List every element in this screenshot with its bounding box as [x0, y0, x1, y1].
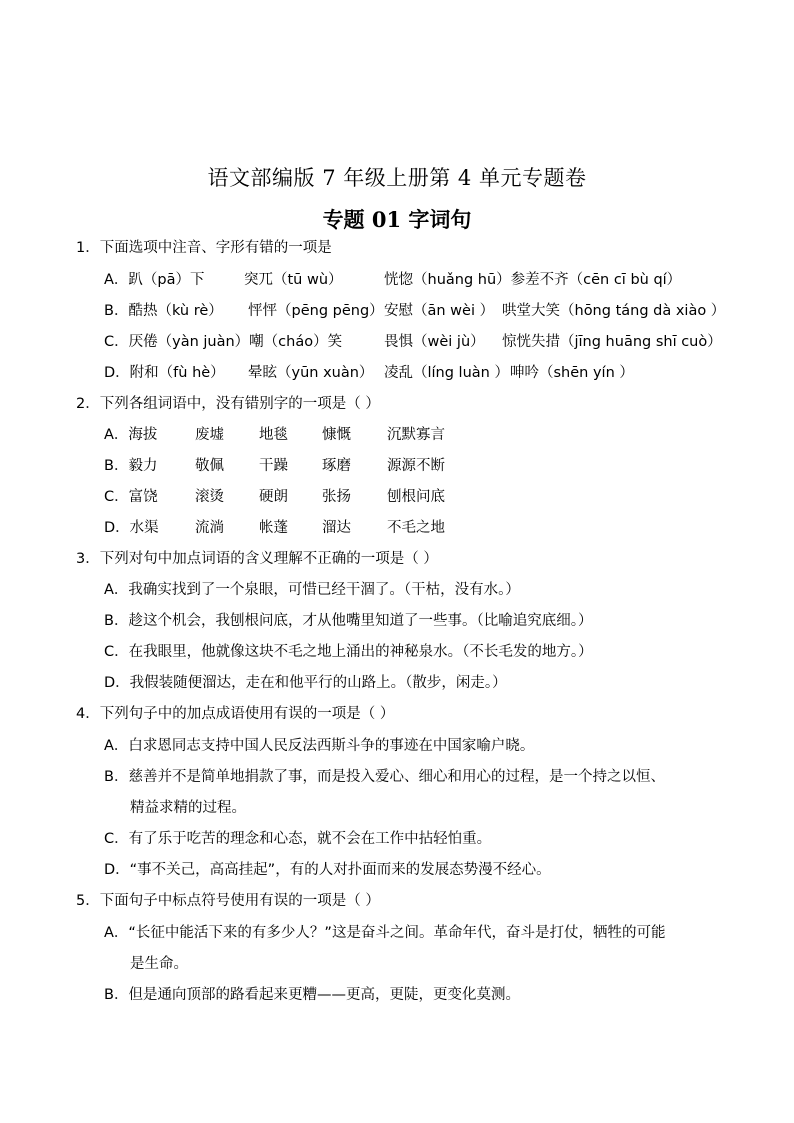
- q2-option-d-1: D．水渠: [104, 520, 159, 536]
- q4-option-b-line2: 精益求精的过程。: [130, 800, 246, 816]
- q1-option-b-3: 安慰（ān wèi ）: [384, 303, 495, 319]
- q1-option-b-2: 怦怦（pēng pēng）: [248, 303, 384, 319]
- q2-option-b-3: 干躁: [259, 458, 288, 474]
- q2-option-d-4: 溜达: [322, 520, 351, 536]
- q2-option-c-4: 张扬: [322, 489, 351, 505]
- q5-option-a-line1: A．“长征中能活下来的有多少人？”这是奋斗之间。革命年代，奋斗是打仗，牺牲的可能: [104, 925, 666, 941]
- q3-option-c: C．在我眼里，他就像这块不毛之地上涌出的神秘泉水。（不长毛发的地方。）: [104, 644, 593, 660]
- q3-option-b: B．趁这个机会，我刨根问底，才从他嘴里知道了一些事。（比喻追究底细。）: [104, 613, 593, 629]
- q1-option-d-2: 晕眩（yūn xuàn）: [248, 365, 374, 381]
- q1-option-d-1: D．附和（fù hè）: [104, 365, 225, 381]
- q2-option-d-3: 帐蓬: [259, 520, 288, 536]
- q5-option-a-line2: 是生命。: [130, 956, 188, 972]
- q2-option-b-5: 源源不断: [387, 458, 445, 474]
- q2-option-a-1: A．海拔: [104, 427, 158, 443]
- q3-option-a: A．我确实找到了一个泉眼，可惜已经干涸了。（干枯，没有水。）: [104, 582, 520, 598]
- q1-option-a-2: 突兀（tū wù）: [244, 272, 343, 288]
- q1-option-c-1: C．厌倦（yàn juàn）嘲（cháo）笑: [104, 334, 343, 350]
- q2-option-b-2: 敬佩: [195, 458, 224, 474]
- q1-option-d-3: 凌乱（líng luàn ）: [384, 365, 509, 381]
- q2-option-a-4: 慷慨: [322, 427, 351, 443]
- q4-option-c: C．有了乐于吃苦的理念和心态，就不会在工作中拈轻怕重。: [104, 831, 492, 847]
- question-5-stem: 5．下面句子中标点符号使用有误的一项是（ ）: [76, 893, 380, 909]
- page-subtitle: 专题 01 字词句: [322, 207, 472, 232]
- q1-option-c-2: 畏惧（wèi jù）: [384, 334, 485, 350]
- q2-option-a-5: 沉默寡言: [387, 427, 445, 443]
- q2-option-c-2: 滚烫: [195, 489, 224, 505]
- q1-option-b-1: B．酷热（kù rè）: [104, 303, 223, 319]
- question-2-stem: 2．下列各组词语中，没有错别字的一项是（ ）: [76, 396, 380, 412]
- q4-option-d: D．“事不关己，高高挂起”，有的人对扑面而来的发展态势漫不经心。: [104, 862, 551, 878]
- q2-option-c-5: 刨根问底: [387, 489, 445, 505]
- q1-option-a-1: A．趴（pā）下: [104, 272, 205, 288]
- q2-option-c-3: 硬朗: [259, 489, 288, 505]
- page-title: 语文部编版 7 年级上册第 4 单元专题卷: [207, 166, 587, 190]
- q2-option-d-5: 不毛之地: [387, 520, 445, 536]
- q4-option-a: A．白求恩同志支持中国人民反法西斯斗争的事迹在中国家喻户晓。: [104, 738, 535, 754]
- q3-option-d: D．我假装随便溜达，走在和他平行的山路上。（散步，闲走。）: [104, 675, 507, 691]
- q2-option-c-1: C．富饶: [104, 489, 158, 505]
- q1-option-b-4: 哄堂大笑（hōng táng dà xiào ）: [502, 303, 726, 319]
- q4-option-b-line1: B．慈善并不是简单地捐款了事，而是投入爱心、细心和用心的过程，是一个持之以恒、: [104, 769, 665, 785]
- question-4-stem: 4．下列句子中的加点成语使用有误的一项是（ ）: [76, 706, 395, 722]
- q1-option-d-4: 呻吟（shēn yín ）: [510, 365, 634, 381]
- q2-option-a-2: 废墟: [195, 427, 224, 443]
- q2-option-a-3: 地毯: [259, 427, 288, 443]
- question-1-stem: 1．下面选项中注音、字形有错的一项是: [76, 240, 332, 256]
- question-3-stem: 3．下列对句中加点词语的含义理解不正确的一项是（ ）: [76, 551, 438, 567]
- q1-option-c-3: 惊恍失措（jīng huāng shī cuò）: [502, 334, 722, 350]
- q2-option-b-4: 琢磨: [322, 458, 351, 474]
- q2-option-d-2: 流淌: [195, 520, 224, 536]
- q2-option-b-1: B．毅力: [104, 458, 158, 474]
- q5-option-b: B．但是通向顶部的路看起来更糟——更高，更陡，更变化莫测。: [104, 987, 520, 1003]
- q1-option-a-3: 恍惚（huǎng hū）参差不齐（cēn cī bù qí）: [384, 272, 682, 288]
